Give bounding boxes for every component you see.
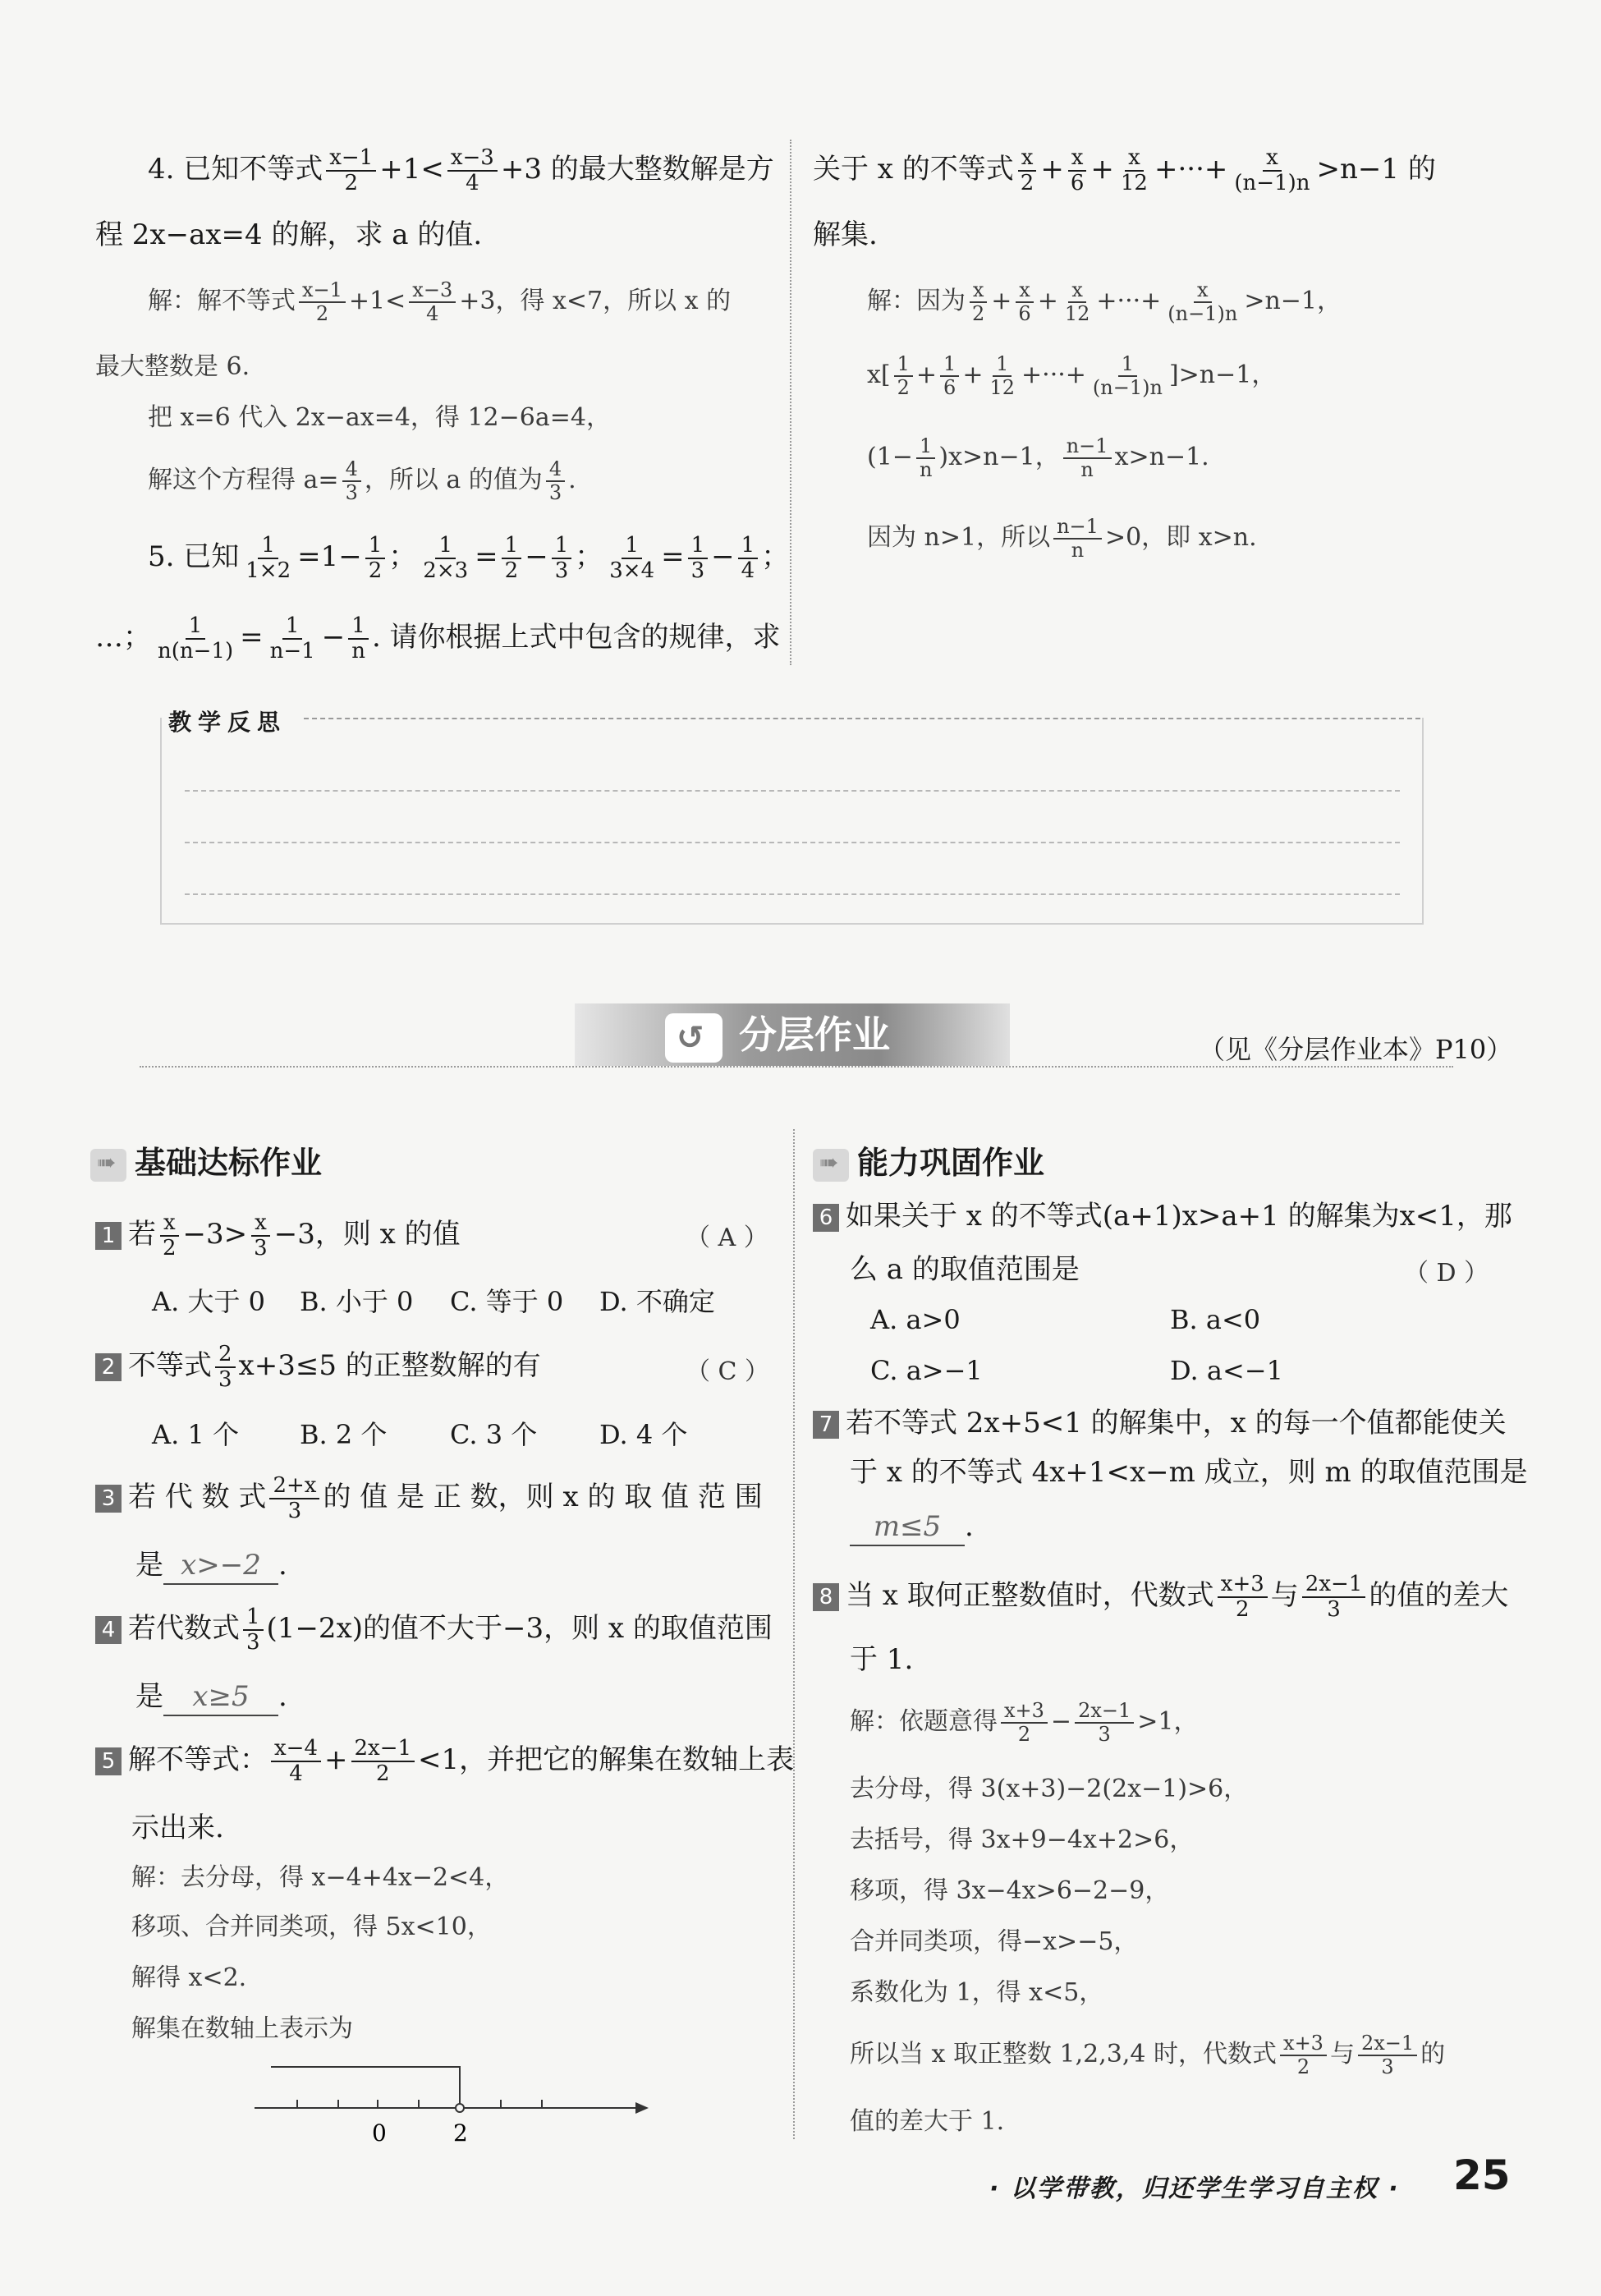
s4-line-2: 最大整数是 6. <box>95 352 250 381</box>
q6-option-a: A. a>0 <box>870 1304 961 1335</box>
axis-label-0: 0 <box>372 2119 387 2147</box>
s8-frac-1: $\frac{x+3}{2}$ <box>1001 1700 1048 1746</box>
q5-frac-6: $\frac{1}{3\times 4}$ <box>609 533 655 584</box>
rt-sol-frac-6: $\frac{1}{6}$ <box>940 353 959 399</box>
q5b-frac-2: $\frac{2x-1}{2}$ <box>351 1737 415 1786</box>
rt-sol-frac-8: $\frac{1}{(n-1)n}$ <box>1092 352 1163 399</box>
rt-frac-4: $\frac{x}{(n-1)n}$ <box>1234 145 1310 196</box>
rt-sol-frac-1: $\frac{x}{2}$ <box>969 279 988 325</box>
s4-frac-3: $\frac{4}{3}$ <box>342 458 361 504</box>
q2-frac: $\frac{2}{3}$ <box>215 1343 236 1392</box>
q6-option-b: B. a<0 <box>1170 1304 1261 1335</box>
q3-answer-blank[interactable]: x>−2 <box>163 1548 278 1585</box>
rt-line-1: 关于 x 的不等式 $\frac{x}{2}$ + $\frac{x}{6}$ + $\frac{x}{12}$ +···+ $\frac{x}{(n-1)n}$ >n−1 的 <box>813 145 1436 196</box>
q1-option-d: D. 不确定 <box>599 1286 715 1317</box>
rt-frac-1: $\frac{x}{2}$ <box>1017 146 1038 195</box>
q6-line-2: 么 a 的取值范围是 <box>850 1253 1080 1286</box>
s4-line-1: 解：解不等式 $\frac{x-1}{2}$ +1< $\frac{x-3}{4}$ +3，得 x<7，所以 x 的 <box>148 278 732 325</box>
solution-ray <box>271 2067 460 2105</box>
rt-sol-frac-7: $\frac{1}{12}$ <box>989 352 1016 399</box>
q8-line-2: 于 1. <box>850 1643 914 1676</box>
rt-frac-2: $\frac{x}{6}$ <box>1067 146 1088 195</box>
q2-line: 2 不等式 $\frac{2}{3}$ x+3≤5 的正整数解的有 <box>95 1343 541 1392</box>
q7-line-2: 于 x 的不等式 4x+1<x−m 成立，则 m 的取值范围是 <box>850 1456 1528 1489</box>
q1-option-b: B. 小于 0 <box>300 1286 414 1317</box>
q1-frac-2: $\frac{x}{3}$ <box>250 1211 271 1261</box>
banner-band <box>575 1003 1010 1066</box>
q1-answer: （ A ） <box>686 1224 768 1252</box>
q6-option-d: D. a<−1 <box>1170 1355 1283 1386</box>
s8-frac-2: $\frac{2x-1}{3}$ <box>1075 1700 1134 1746</box>
q5-frac-2: $\frac{1}{2}$ <box>365 534 386 583</box>
q5-frac-8: $\frac{1}{4}$ <box>738 534 759 583</box>
s8-line-5: 合并同类项，得−x>−5， <box>850 1927 1139 1956</box>
q1-frac-1: $\frac{x}{2}$ <box>159 1211 180 1261</box>
q3-line-2: 是 x>−2 . <box>135 1548 287 1585</box>
q4-frac-1: $\frac{x-1}{2}$ <box>326 146 376 195</box>
rt-sol-frac-10: $\frac{n-1}{n}$ <box>1063 435 1112 481</box>
q7-answer-blank[interactable]: m≤5 <box>850 1509 965 1546</box>
rt-sol-frac-5: $\frac{1}{2}$ <box>894 353 913 399</box>
q2-answer: （ C ） <box>686 1357 770 1386</box>
q4b-line-1: 4 若代数式 $\frac{1}{3}$ (1−2x)的值不大于−3，则 x 的取值范围 <box>95 1605 773 1655</box>
q5-frac-4: $\frac{1}{2}$ <box>502 534 522 583</box>
rt-sol-line-2: x[ $\frac{1}{2}$ + $\frac{1}{6}$ + $\frac{1}{12}$ +···+ $\frac{1}{(n-1)n}$ ]>n−1， <box>867 352 1277 399</box>
q3-line-1: 3 若 代 数 式 $\frac{2+x}{3}$ 的 值 是 正 数，则 x 的 取 值 范 围 <box>95 1474 763 1523</box>
reflection-title: 教学反思 <box>168 709 287 736</box>
q5-frac-7: $\frac{1}{3}$ <box>688 534 709 583</box>
q5-frac-5: $\frac{1}{3}$ <box>552 534 572 583</box>
s8-line-2: 去分母，得 3(x+3)−2(2x−1)>6， <box>850 1775 1249 1803</box>
q1-line: 1 若 $\frac{x}{2}$ −3> $\frac{x}{3}$ −3，则 x 的值 <box>95 1211 461 1261</box>
q5-frac-11: $\frac{1}{n}$ <box>348 614 369 664</box>
column-divider-top <box>790 140 791 665</box>
q6-answer: （ D ） <box>1404 1259 1489 1288</box>
q5-frac-1: $\frac{1}{1\times 2}$ <box>245 533 291 584</box>
s8-line-8: 值的差大于 1. <box>850 2107 1005 2136</box>
q5-line-2: …； $\frac{1}{n(n-1)}$ = $\frac{1}{n-1}$ − $\frac{1}{n}$ . 请你根据上式中包含的规律，求 <box>95 613 781 664</box>
s8-line-7: 所以当 x 取正整数 1,2,3,4 时，代数式 $\frac{x+3}{2}$ 与 $\frac{2x-1}{3}$ 的 <box>850 2032 1446 2078</box>
q4-line-1: 4. 已知不等式 $\frac{x-1}{2}$ +1< $\frac{x-3}{4}$ +3 的最大整数解是方 <box>148 145 774 196</box>
q8-line-1: 8 当 x 取何正整数值时，代数式 $\frac{x+3}{2}$ 与 $\frac{2x-1}{3}$ 的值的差大 <box>813 1573 1508 1622</box>
s4-frac-2: $\frac{x-3}{4}$ <box>409 279 456 325</box>
s8-frac-3: $\frac{x+3}{2}$ <box>1280 2032 1327 2078</box>
page-number: 25 <box>1453 2151 1511 2199</box>
q5b-line-2: 示出来. <box>131 1812 224 1844</box>
q2-option-a: A. 1 个 <box>152 1419 239 1450</box>
ability-section-heading: ➠能力巩固作业 <box>813 1137 1044 1182</box>
q5-frac-9: $\frac{1}{n(n-1)}$ <box>158 613 234 664</box>
s8-line-1: 解：依题意得 $\frac{x+3}{2}$ − $\frac{2x-1}{3}$ >1， <box>850 1699 1199 1746</box>
rt-sol-frac-9: $\frac{1}{n}$ <box>916 435 935 481</box>
rt-frac-3: $\frac{x}{12}$ <box>1120 145 1148 196</box>
reflection-line-1 <box>185 790 1400 792</box>
q5b-number: 5 <box>95 1747 122 1775</box>
s8-line-6: 系数化为 1，得 x<5， <box>850 1978 1104 2007</box>
s4-line-3: 把 x=6 代入 2x−ax=4，得 12−6a=4， <box>148 403 611 432</box>
rt-sol-line-1: 解：因为 $\frac{x}{2}$ + $\frac{x}{6}$ + $\frac{x}{12}$ +···+ $\frac{x}{(n-1)n}$ >n−1， <box>867 278 1342 325</box>
banner-title: 分层作业 <box>739 1013 890 1057</box>
column-divider-bottom <box>793 1129 795 2139</box>
footer-slogan: · 以学带教，归还学生学习自主权 · <box>989 2174 1400 2203</box>
arrow-icon <box>90 1149 126 1182</box>
q5b-line-1: 5 解不等式： $\frac{x-4}{4}$ + $\frac{2x-1}{2}$ <1，并把它的解集在数轴上表 <box>95 1737 794 1786</box>
q4-frac-2: $\frac{x-3}{4}$ <box>447 146 498 195</box>
s5-line-2: 移项、合并同类项，得 5x<10， <box>131 1913 492 1941</box>
q4-line-2: 程 2x−ax=4 的解，求 a 的值. <box>95 218 483 251</box>
q2-option-c: C. 3 个 <box>450 1419 538 1450</box>
q5-line-1: 5. 已知 $\frac{1}{1\times 2}$ =1− $\frac{1}{2}$ ； $\frac{1}{2\times 3}$ = $\frac{1}{2}$ − $\frac{1}{3}$ ； $\frac{1}{3\times 4}$ = $\frac{1}{3}$ − $\frac{1}{4}$ ； <box>148 533 790 584</box>
q7-line-3: m≤5 . <box>850 1509 974 1546</box>
q6-line-1: 6 如果关于 x 的不等式(a+1)x>a+1 的解集为x<1，那 <box>813 1199 1512 1234</box>
q4b-line-2: 是 x≥5 . <box>135 1679 287 1716</box>
q8-frac-1: $\frac{x+3}{2}$ <box>1218 1573 1268 1622</box>
rt-sol-frac-4: $\frac{x}{(n-1)n}$ <box>1167 278 1238 325</box>
q2-option-d: D. 4 个 <box>599 1419 688 1450</box>
banner-reference: （见《分层作业本》P10） <box>1199 1034 1513 1065</box>
s4-frac-4: $\frac{4}{3}$ <box>546 458 565 504</box>
q7-line-1: 7 若不等式 2x+5<1 的解集中，x 的每一个值都能使关 <box>813 1406 1507 1441</box>
arrow-icon <box>813 1149 849 1182</box>
s4-line-4: 解这个方程得 a= $\frac{4}{3}$ ，所以 a 的值为 $\frac{4}{3}$ . <box>148 457 576 504</box>
reflection-line-3 <box>185 893 1400 895</box>
s8-frac-4: $\frac{2x-1}{3}$ <box>1358 2032 1417 2078</box>
q3-frac: $\frac{2+x}{3}$ <box>269 1474 319 1523</box>
axis-label-2: 2 <box>453 2119 468 2147</box>
q3-number: 3 <box>95 1485 122 1513</box>
s5-line-1: 解：去分母，得 x−4+4x−2<4， <box>131 1863 510 1892</box>
q4b-number: 4 <box>95 1616 122 1644</box>
q4b-frac: $\frac{1}{3}$ <box>243 1605 264 1655</box>
rt-line-2: 解集. <box>813 218 878 251</box>
reflection-line-2 <box>185 842 1400 843</box>
basic-section-heading: ➠基础达标作业 <box>90 1137 322 1182</box>
s8-line-4: 移项，得 3x−4x>6−2−9， <box>850 1876 1170 1905</box>
q7-number: 7 <box>813 1411 839 1439</box>
q5b-frac-1: $\frac{x-4}{4}$ <box>271 1737 321 1786</box>
q2-option-b: B. 2 个 <box>300 1419 388 1450</box>
s5-line-3: 解得 x<2. <box>131 1963 247 1992</box>
q8-number: 8 <box>813 1583 839 1611</box>
rt-sol-line-4: 因为 n>1，所以 $\frac{n-1}{n}$ >0，即 x>n. <box>867 515 1257 562</box>
banner-logo-icon: ↺ <box>665 1013 723 1063</box>
rt-sol-frac-11: $\frac{n-1}{n}$ <box>1053 516 1102 562</box>
q6-option-c: C. a>−1 <box>870 1355 983 1386</box>
rt-sol-line-3: (1− $\frac{1}{n}$ )x>n−1， $\frac{n-1}{n}$ x>n−1. <box>867 434 1209 481</box>
q1-option-c: C. 等于 0 <box>450 1286 564 1317</box>
q5-frac-10: $\frac{1}{n-1}$ <box>269 613 315 664</box>
s8-line-3: 去括号，得 3x+9−4x+2>6， <box>850 1825 1195 1854</box>
number-line-arrow <box>635 2102 649 2114</box>
number-line <box>246 2057 657 2151</box>
q8-frac-2: $\frac{2x-1}{3}$ <box>1302 1573 1366 1622</box>
s5-line-4: 解集在数轴上表示为 <box>131 2014 353 2043</box>
s4-frac-1: $\frac{x-1}{2}$ <box>299 279 346 325</box>
q5-frac-3: $\frac{1}{2\times 3}$ <box>423 533 469 584</box>
q2-number: 2 <box>95 1353 122 1381</box>
rt-sol-frac-2: $\frac{x}{6}$ <box>1015 279 1034 325</box>
q4b-answer-blank[interactable]: x≥5 <box>163 1679 278 1716</box>
open-circle-at-2 <box>456 2104 464 2112</box>
q1-number: 1 <box>95 1222 122 1250</box>
q6-number: 6 <box>813 1204 839 1232</box>
rt-sol-frac-3: $\frac{x}{12}$ <box>1064 278 1090 325</box>
q1-option-a: A. 大于 0 <box>152 1286 265 1317</box>
